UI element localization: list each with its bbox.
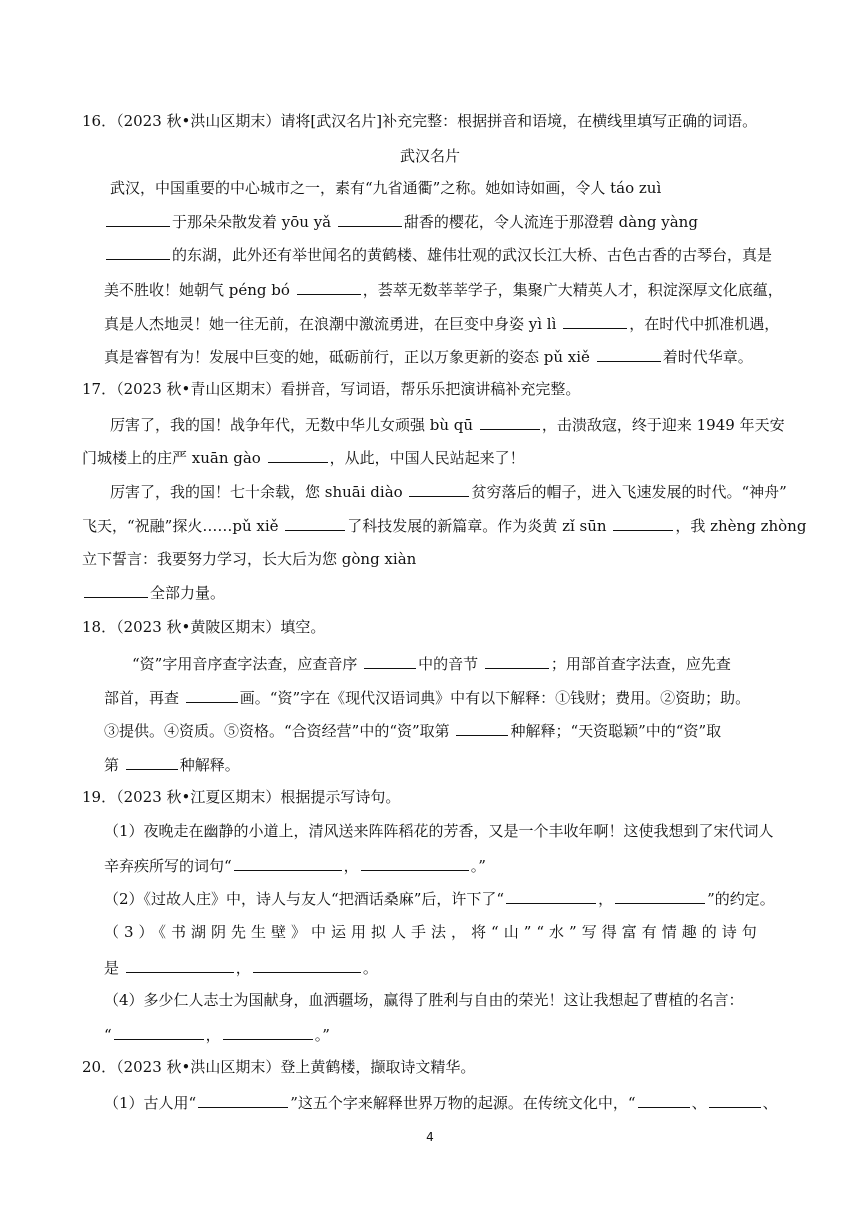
answer-blank[interactable]: [234, 855, 342, 871]
q18-header: 18．（2023 秋•黄陂区期末）填空。: [82, 618, 326, 636]
q18-line4: 第 种解释。: [104, 756, 240, 774]
q16-line4: 美不胜收！她朝气 péng bó ，荟萃无数莘莘学子，集聚广大精英人才，积淀深厚文化底蕴，: [104, 281, 783, 299]
answer-blank[interactable]: [364, 653, 416, 669]
answer-blank[interactable]: [638, 1092, 690, 1108]
q19-header: 19．（2023 秋•江夏区期末）根据提示写诗句。: [82, 788, 401, 806]
q16-title: 武汉名片: [399, 147, 460, 165]
answer-blank[interactable]: [480, 414, 540, 430]
answer-blank[interactable]: [563, 313, 627, 329]
q16-line3: 的东湖，此外还有举世闻名的黄鹤楼、雄伟壮观的武汉长江大桥、古色古香的古琴台，真是: [104, 244, 772, 265]
q17-header: 17．（2023 秋•青山区期末）看拼音，写词语，帮乐乐把演讲稿补充完整。: [82, 380, 581, 398]
answer-blank[interactable]: [186, 687, 238, 703]
answer-blank[interactable]: [597, 346, 661, 362]
q16-line2: 于那朵朵散发着 yōu yǎ 甜香的樱花，令人流连于那澄碧 dàng yàng: [104, 211, 698, 232]
answer-blank[interactable]: [506, 888, 596, 904]
answer-blank[interactable]: [338, 211, 402, 227]
q18-line2: 部首，再查 画。“资”字在《现代汉语词典》中有以下解释：①钱财；费用。②资助；助。: [104, 689, 751, 707]
answer-blank[interactable]: [613, 515, 673, 531]
answer-blank[interactable]: [114, 1024, 204, 1040]
q18-line3: ③提供。④资质。⑤资格。“合资经营”中的“资”取第 种解释；“天资聪颖”中的“资”取: [104, 722, 722, 740]
answer-blank[interactable]: [485, 653, 549, 669]
q19-part1: （1）夜晚走在幽静的小道上，清风送来阵阵稻花的芳香，又是一个丰收年啊！这使我想到了宋代词人: [104, 822, 774, 840]
answer-blank[interactable]: [126, 957, 234, 973]
answer-blank[interactable]: [709, 1092, 761, 1108]
q20-header: 20．（2023 秋•洪山区期末）登上黄鹤楼，撷取诗文精华。: [82, 1058, 476, 1076]
answer-blank[interactable]: [84, 582, 148, 598]
q17-line1: 厉害了，我的国！战争年代，无数中华儿女顽强 bù qū ，击溃敌寇，终于迎来 1949 年天安: [110, 416, 785, 434]
q20-part1: （1）古人用“ ”这五个字来解释世界万物的起源。在传统文化中，“ 、 、: [104, 1094, 778, 1112]
q16-line1: 武汉，中国重要的中心城市之一，素有“九省通衢”之称。她如诗如画，令人 táo zuì: [110, 179, 662, 197]
answer-blank[interactable]: [409, 481, 469, 497]
answer-blank[interactable]: [615, 888, 705, 904]
answer-blank[interactable]: [223, 1024, 313, 1040]
page-number: 4: [426, 1130, 434, 1144]
q19-part3: （3）《书湖阴先生壁》中运用拟人手法，将“山”“水”写得富有情趣的诗句: [104, 923, 762, 941]
answer-blank[interactable]: [297, 279, 361, 295]
q17-line6: 全部力量。: [82, 582, 225, 603]
q19-part4-answer: “ ， 。”: [104, 1026, 330, 1044]
q19-part4: （4）多少仁人志士为国献身，血洒疆场，赢得了胜利与自由的荣光！这让我想起了曹植的名言：: [104, 991, 744, 1009]
q17-line2: 门城楼上的庄严 xuān gào ，从此，中国人民站起来了！: [82, 449, 525, 467]
answer-blank[interactable]: [253, 957, 361, 973]
answer-blank[interactable]: [268, 447, 328, 463]
q17-line4: 飞天，“祝融”探火……pǔ xiě 了科技发展的新篇章。作为炎黄 zǐ sūn ，我 zhèng zhòng: [82, 517, 807, 535]
q18-line1: “资”字用音序查字法查，应查音序 中的音节 ；用部首查字法查，应先查: [132, 655, 731, 673]
answer-blank[interactable]: [456, 720, 508, 736]
answer-blank[interactable]: [361, 855, 469, 871]
answer-blank[interactable]: [126, 754, 178, 770]
q17-line3: 厉害了，我的国！七十余载，您 shuāi diào 贫穷落后的帽子，进入飞速发展的时代。“神舟”: [110, 483, 787, 501]
answer-blank[interactable]: [106, 244, 170, 260]
q19-part2: （2）《过故人庄》中，诗人与友人“把酒话桑麻”后，许下了“ ， ”的约定。: [104, 890, 775, 908]
q17-line5: 立下誓言：我要努力学习，长大后为您 gòng xiàn: [82, 550, 417, 568]
q19-part3-answer: 是 ， 。: [104, 959, 378, 977]
q16-line5: 真是人杰地灵！她一往无前，在浪潮中激流勇进，在巨变中身姿 yì lì ，在时代中抓准机遇，: [104, 315, 780, 333]
answer-blank[interactable]: [106, 211, 170, 227]
answer-blank[interactable]: [285, 515, 345, 531]
q19-part1-answer: 辛弃疾所写的词句“ ， 。”: [104, 857, 486, 875]
q16-line6: 真是睿智有为！发展中巨变的她，砥砺前行，正以万象更新的姿态 pǔ xiě 着时代华章。: [104, 348, 753, 366]
q16-header: 16．（2023 秋•洪山区期末）请将[武汉名片]补充完整：根据拼音和语境，在横线里填写正确的词语。: [82, 112, 758, 130]
answer-blank[interactable]: [198, 1092, 288, 1108]
